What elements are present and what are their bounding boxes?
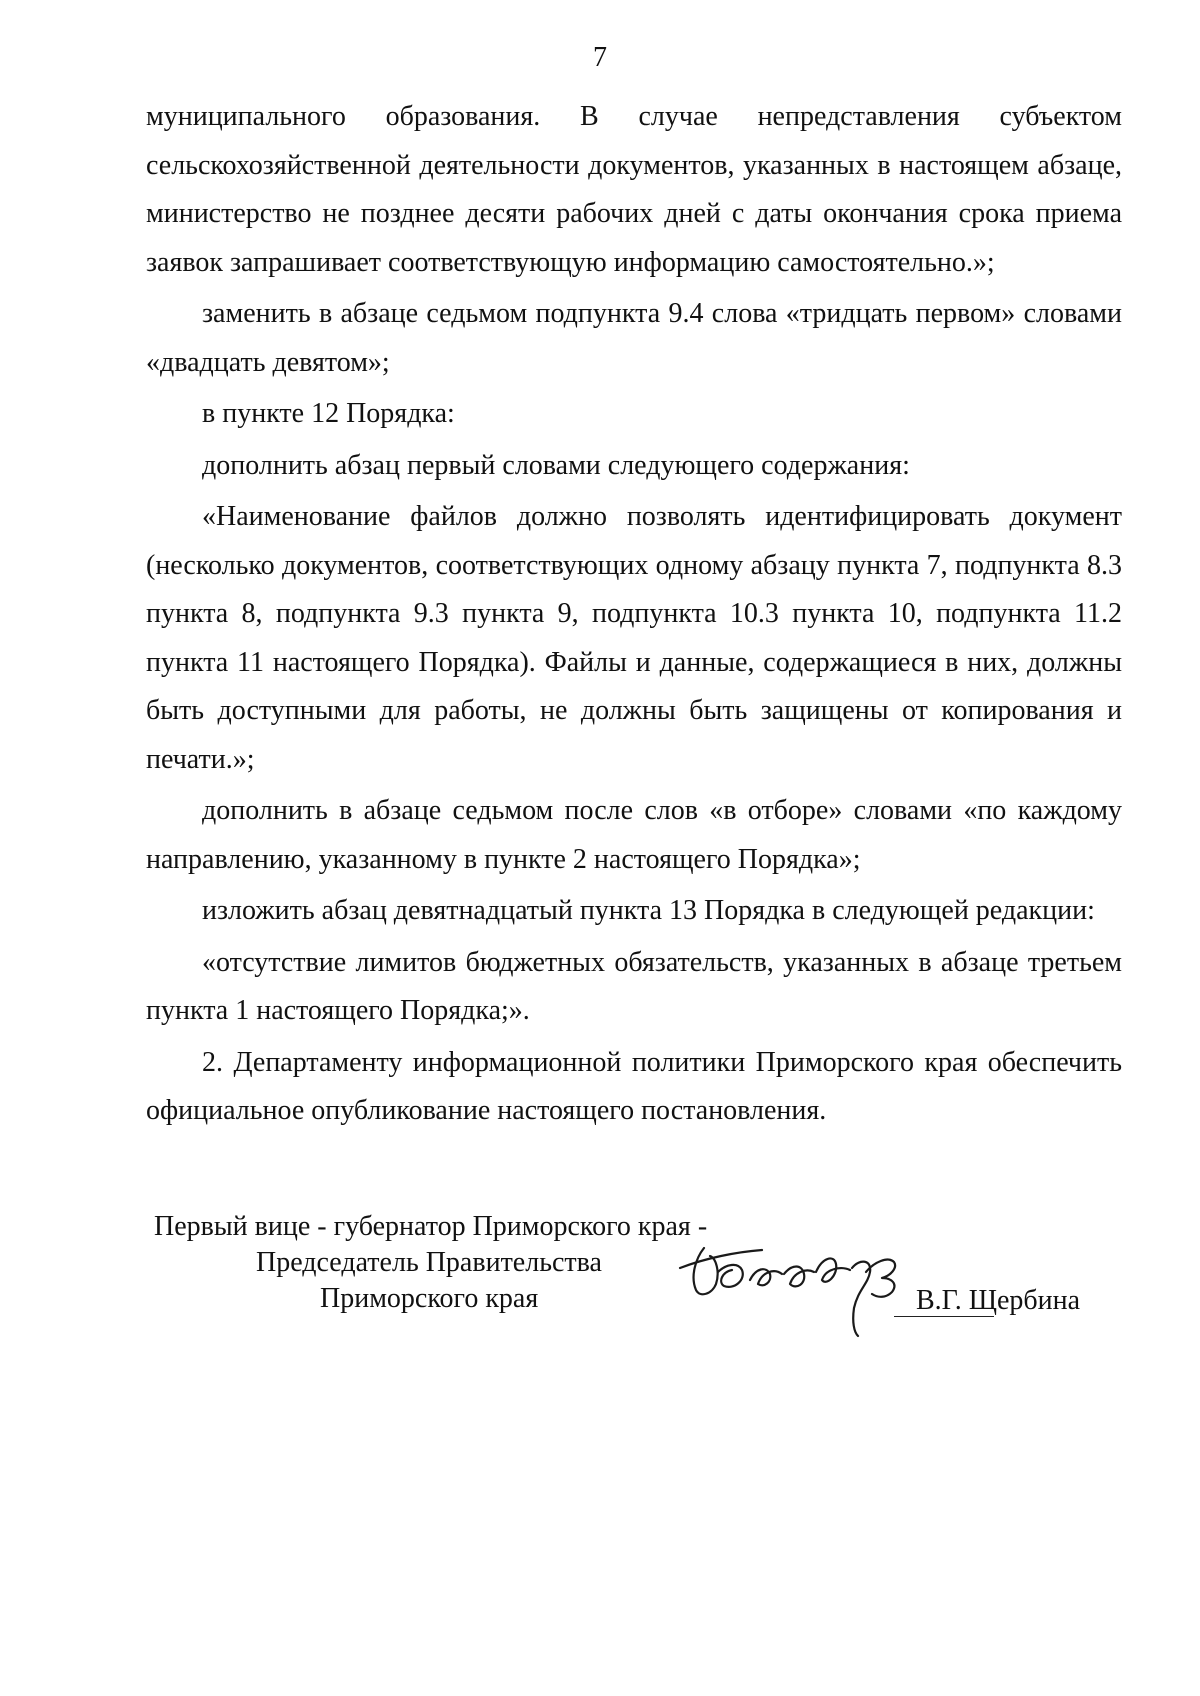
page-number: 7 (593, 42, 607, 73)
signatory-title-line-3: Приморского края (320, 1283, 539, 1314)
paragraph-point-12: в пункте 12 Порядка: (202, 398, 455, 429)
paragraph-file-naming: «Наименование файлов должно позволять идентифицировать документ (несколько документов, соответствующих одному абзацу пункта 7, подпункта 8.3 пункта 8, подпункта 9.3 пункта 9, подпункта 10.3 пункта 10, подпункта 11.2 пункта 11 настоящего Порядка). Файлы и данные, содержащиеся в них, должны быть доступными для работы, не должны быть защищены от копирования и печати.»; (146, 501, 1122, 775)
signature-block (146, 1208, 1122, 1348)
paragraph-nineteenth: изложить абзац девятнадцатый пункта 13 Порядка в следующей редакции: (202, 895, 1095, 926)
document-body (146, 93, 1122, 1136)
paragraph-limits: «отсутствие лимитов бюджетных обязательств, указанных в абзаце третьем пункта 1 настоящего Порядка;». (146, 946, 1122, 1026)
signatory-name: В.Г. Щербина (916, 1285, 1081, 1316)
paragraph-continuation: муниципального образования. В случае непредставления субъектом сельскохозяйственной деятельности документов, указанных в настоящем абзаце, министерство не позднее десяти рабочих дней с даты окончания срока приема заявок запрашивает соответствующую информацию самостоятельно.»; (146, 101, 1122, 278)
paragraph-replace-words: заменить в абзаце седьмом подпункта 9.4 слова «тридцать первом» словами «двадцать девятом»; (146, 298, 1122, 378)
paragraph-supplement-seventh: дополнить в абзаце седьмом после слов «в отборе» словами «по каждому направлению, указанному в пункте 2 настоящего Порядка»; (146, 795, 1122, 875)
signatory-title-line-2: Председатель Правительства (256, 1247, 602, 1278)
paragraph-supplement-first: дополнить абзац первый словами следующего содержания: (202, 449, 910, 481)
signatory-title-line-1: Первый вице - губернатор Приморского края - (154, 1211, 708, 1242)
paragraph-publication: 2. Департаменту информационной политики Приморского края обеспечить официальное опубликование настоящего постановления. (146, 1046, 1122, 1126)
